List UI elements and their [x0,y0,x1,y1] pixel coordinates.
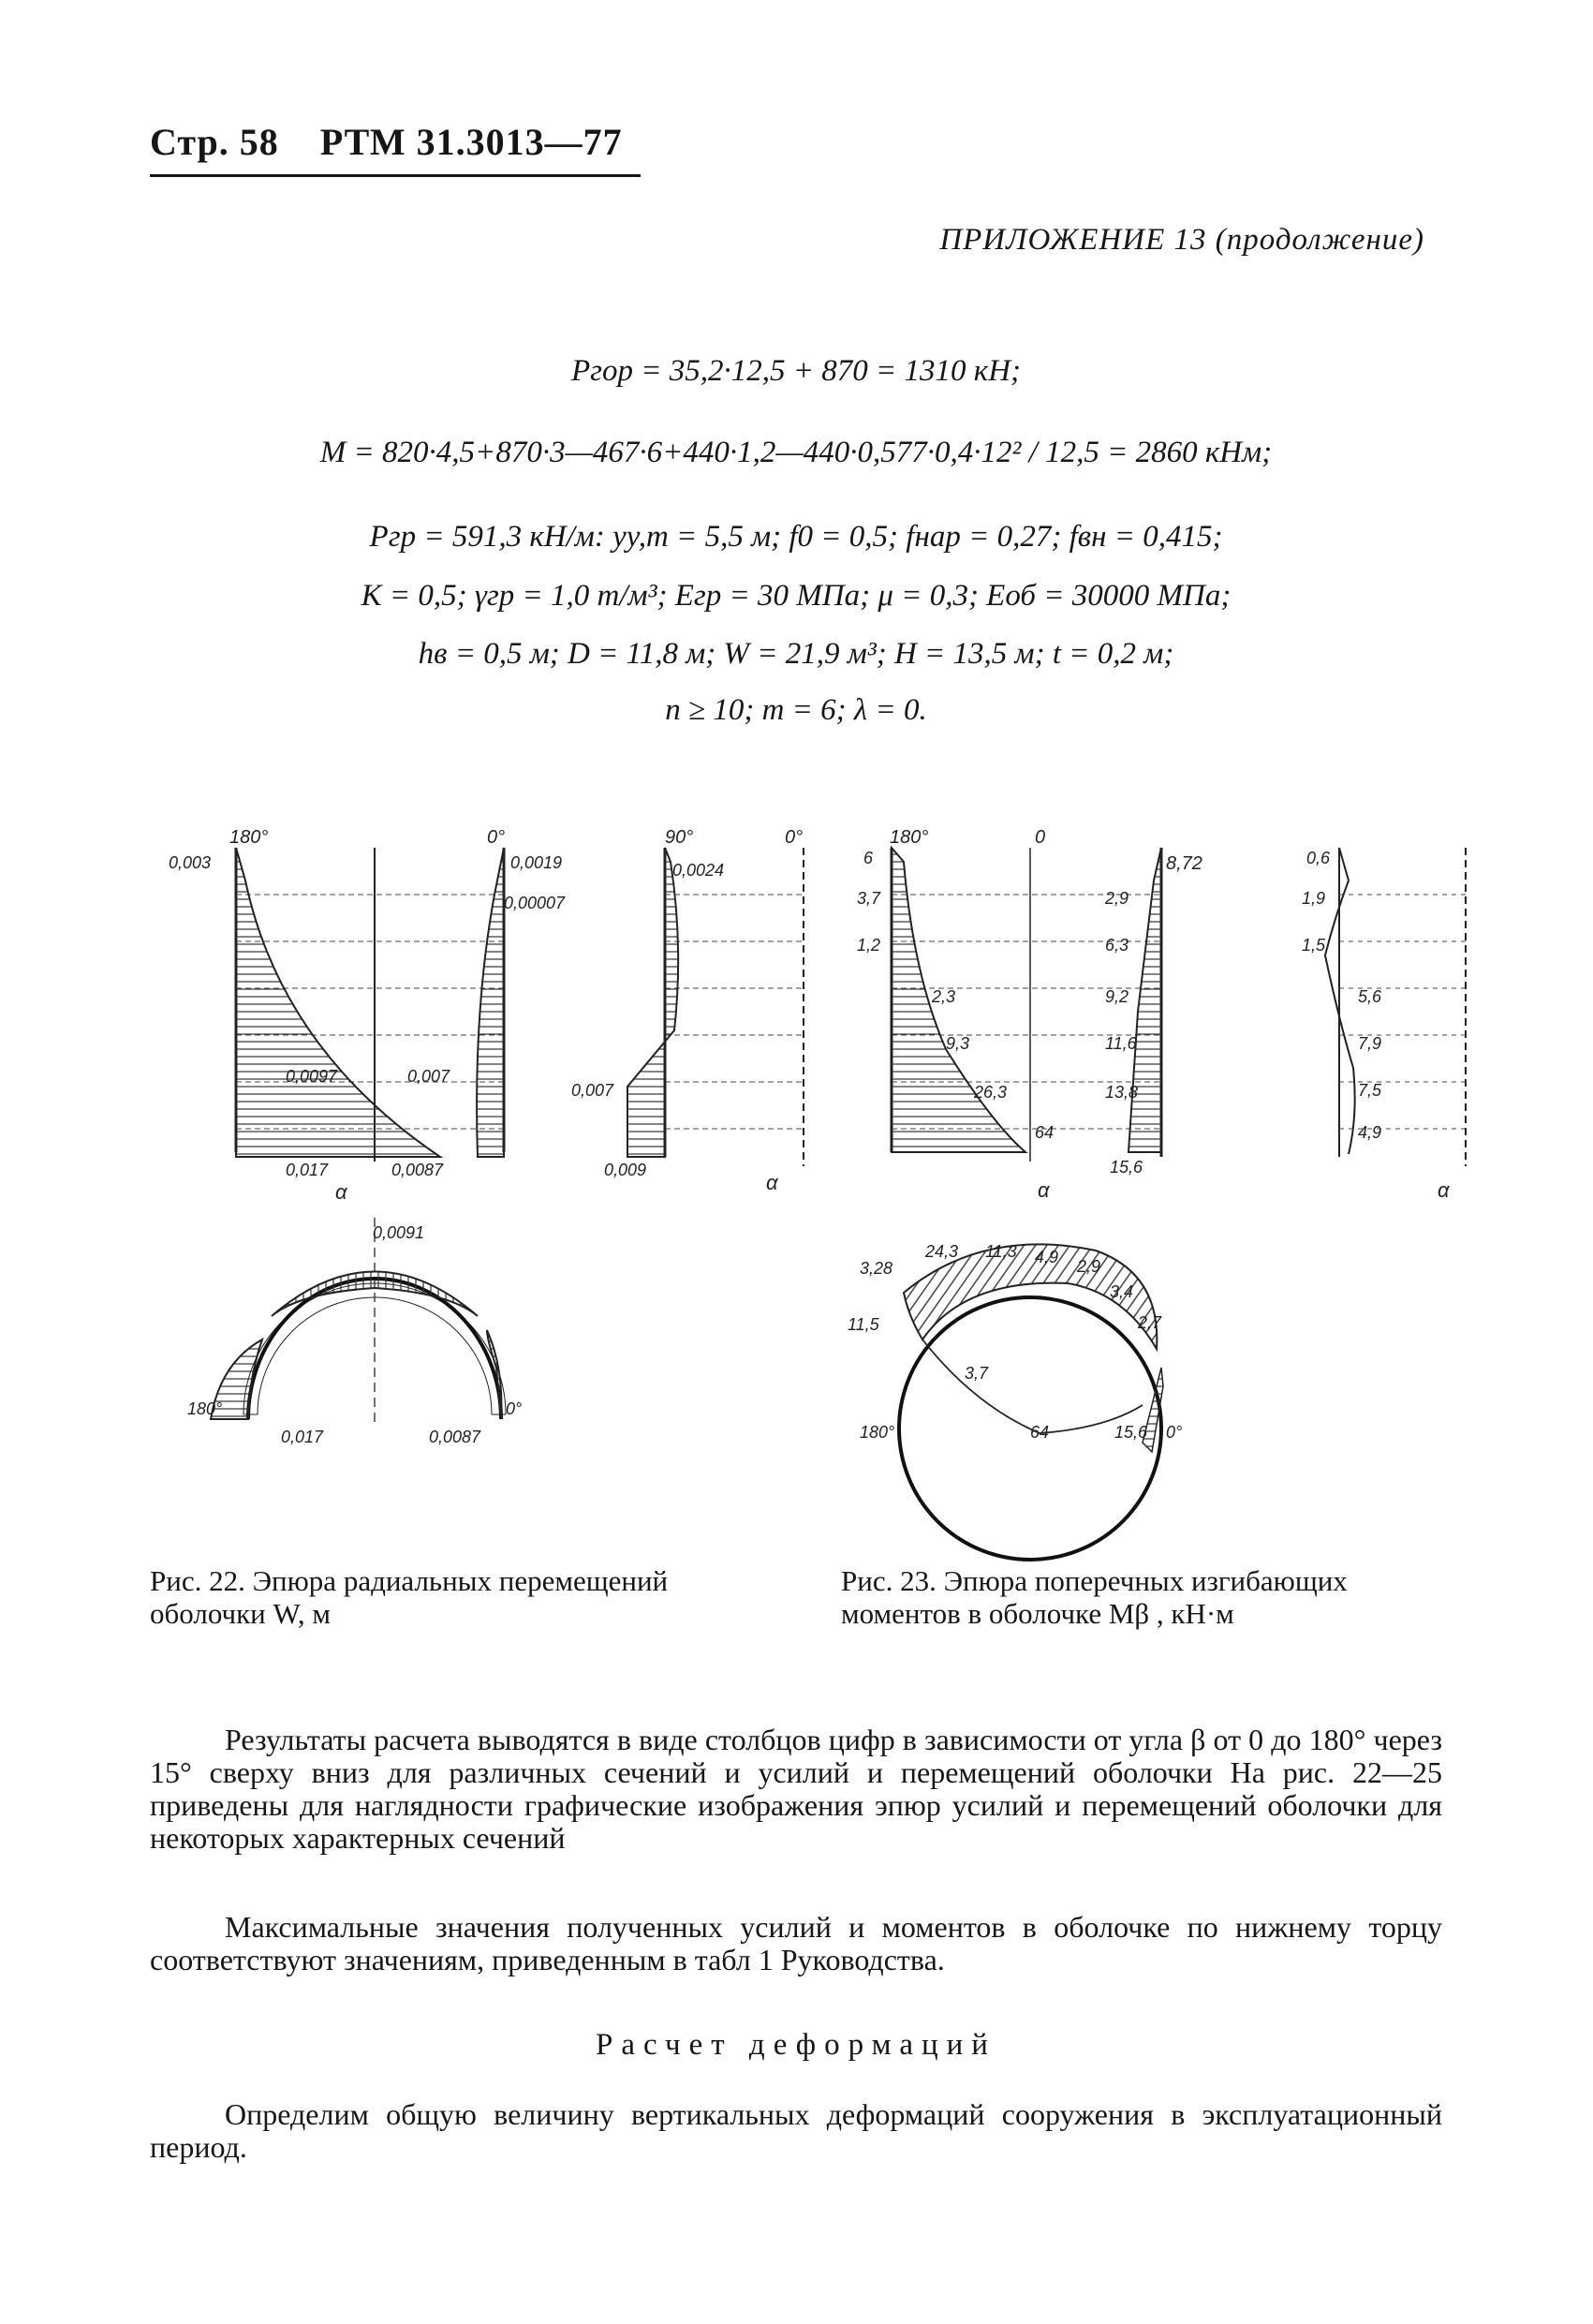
fig22a-label: 0,007 [407,1067,450,1086]
fig23a-label: 15,6 [1110,1158,1143,1177]
fig23-circle-label: 4,9 [1035,1248,1059,1266]
formula-line-4: K = 0,5; γгр = 1,0 т/м³; Eгр = 30 МПа; μ = 0,3; Eоб = 30000 МПа; [361,579,1232,613]
figure23-caption: Рис. 23. Эпюра поперечных изгибающих моментов в оболочке Mβ , кН·м [841,1564,1348,1630]
fig22b-label: 0,0024 [672,861,725,880]
figure22-caption: Рис. 22. Эпюра радиальных перемещений оболочки W, м [150,1564,669,1630]
fig22a-label: 0° [487,827,506,848]
formula-line-5: hв = 0,5 м; D = 11,8 м; W = 21,9 м³; H = 13,5 м; t = 0,2 м; [418,637,1174,671]
fig23-circle-label: 11,5 [848,1315,879,1334]
fig23-circle-label: 3,4 [1110,1282,1134,1301]
header-rule [150,174,641,177]
appendix-title: ПРИЛОЖЕНИЕ 13 (продолжение) [939,223,1424,257]
fig22-arch-label: 0,017 [281,1428,324,1446]
fig22a-label: 0,0087 [391,1161,444,1179]
fig23b-label: 5,6 [1358,987,1382,1006]
fig23a-label: 2,9 [1105,889,1129,908]
fig22a-label: 0,017 [286,1161,329,1179]
fig22a-label: 0,0019 [510,853,563,872]
figures-area [0,806,1593,1574]
fig22a-label: 0,003 [169,853,212,872]
fig23-circle-label: 64 [1030,1423,1050,1442]
fig23a-label: 1,2 [857,936,881,955]
fig23-circle-label: 180° [860,1423,895,1442]
section-title: Расчет деформаций [596,2028,996,2062]
fig23b-label: 7,9 [1358,1034,1382,1053]
paragraph-maximum-values: Максимальные значения полученных усилий и моментов в оболочке по нижнему торцу соответствуют значениям, приведенным в табл 1 Руководства. [150,1910,1442,1976]
fig23a-label: α [1038,1178,1050,1202]
formula-line-1: Pгор = 35,2·12,5 + 870 = 1310 кН; [570,354,1022,388]
fig23a-label: 9,2 [1105,987,1129,1006]
fig22-plot-a [169,827,566,1204]
fig23b-label: 1,9 [1302,889,1326,908]
fig22-arch-label: 0,0087 [429,1428,481,1446]
fig22a-label: 0,00007 [504,894,566,912]
fig23-circle-inner-curve [922,1340,1143,1433]
fig23a-label: 26,3 [974,1083,1008,1102]
fig23-circle [848,1242,1182,1560]
fig23a-label: 6 [863,849,874,867]
fig23b-label: α [1438,1178,1450,1202]
fig22b-label: 0,009 [604,1161,647,1179]
fig23a-label: 180° [890,827,929,848]
fig22b-label: 90° [665,827,694,848]
fig23b-label: 1,5 [1302,936,1326,955]
page-label: Стр. 58 [150,121,279,163]
fig23a-label: 9,3 [946,1034,970,1053]
fig22-arch [187,1218,522,1446]
fig22b-label: α [766,1171,778,1194]
fig23a-right-epure [1128,848,1161,1152]
fig23a-left-epure [892,848,1025,1152]
fig23a-label: 2,3 [932,987,956,1006]
fig23b-label: 4,9 [1358,1123,1382,1142]
document-code: РТМ 31.3013—77 [319,121,623,163]
fig23-circle-label: 24,3 [925,1242,959,1261]
fig22a-label: α [335,1180,347,1204]
formula-line-2: M = 820·4,5+870·3—467·6+440·1,2—440·0,577·0,4·12² / 12,5 = 2860 кНм; [319,436,1273,469]
fig22-arch-inner [243,1283,506,1414]
fig23b-label: 0,6 [1306,849,1331,867]
paragraph-results: Результаты расчета выводятся в виде столбцов цифр в зависимости от угла β от 0 до 180° через 15° сверху вниз для различных сечений и усилий и перемещений оболочки На рис. 22—25 приведены для наглядности графические изображения эпюр усилий и перемещений оболочки для некоторых характерных сечений [150,1723,1442,1855]
fig22-plot-b [571,827,804,1194]
fig23-plot-b [1302,848,1466,1202]
fig23-circle-label: 15,6 [1114,1423,1148,1442]
fig22b-label: 0,007 [571,1081,614,1100]
page-header [150,120,623,164]
fig22-arch-label: 0° [506,1399,523,1418]
fig23a-label: 8,72 [1166,853,1202,874]
fig23a-label: 13,8 [1105,1083,1139,1102]
fig23-circle-label: 11,3 [985,1242,1017,1261]
fig23a-label: 3,7 [857,889,881,908]
formula-line-6: n ≥ 10; m = 6; λ = 0. [665,693,927,727]
fig23-circle-label: 3,28 [860,1259,893,1278]
fig23a-label: 6,3 [1105,936,1129,955]
fig22-arch-label: 0,0091 [373,1223,425,1242]
fig22a-label: 0,0097 [286,1067,338,1086]
fig22a-label: 180° [229,827,269,848]
fig23-circle-label: 2,9 [1077,1257,1101,1276]
fig23b-label: 7,5 [1358,1081,1382,1100]
fig23a-label: 0 [1035,827,1046,848]
formula-line-3: Pгр = 591,3 кН/м: yу,т = 5,5 м; f0 = 0,5; fнар = 0,27; fвн = 0,415; [369,520,1223,554]
fig23a-label: 11,6 [1105,1034,1137,1053]
fig23a-label: 64 [1035,1123,1055,1142]
fig23-plot-a [857,827,1202,1202]
fig23-circle-label: 0° [1166,1423,1183,1442]
fig23-circle-label: 3,7 [965,1364,989,1383]
fig22-arch-label: 180° [187,1399,223,1418]
fig22b-epure [627,848,678,1157]
fig22b-label: 0° [785,827,804,848]
fig23-circle-label: 2,7 [1138,1313,1162,1332]
paragraph-deformations: Определим общую величину вертикальных деформаций сооружения в эксплуатационный период. [150,2097,1442,2164]
